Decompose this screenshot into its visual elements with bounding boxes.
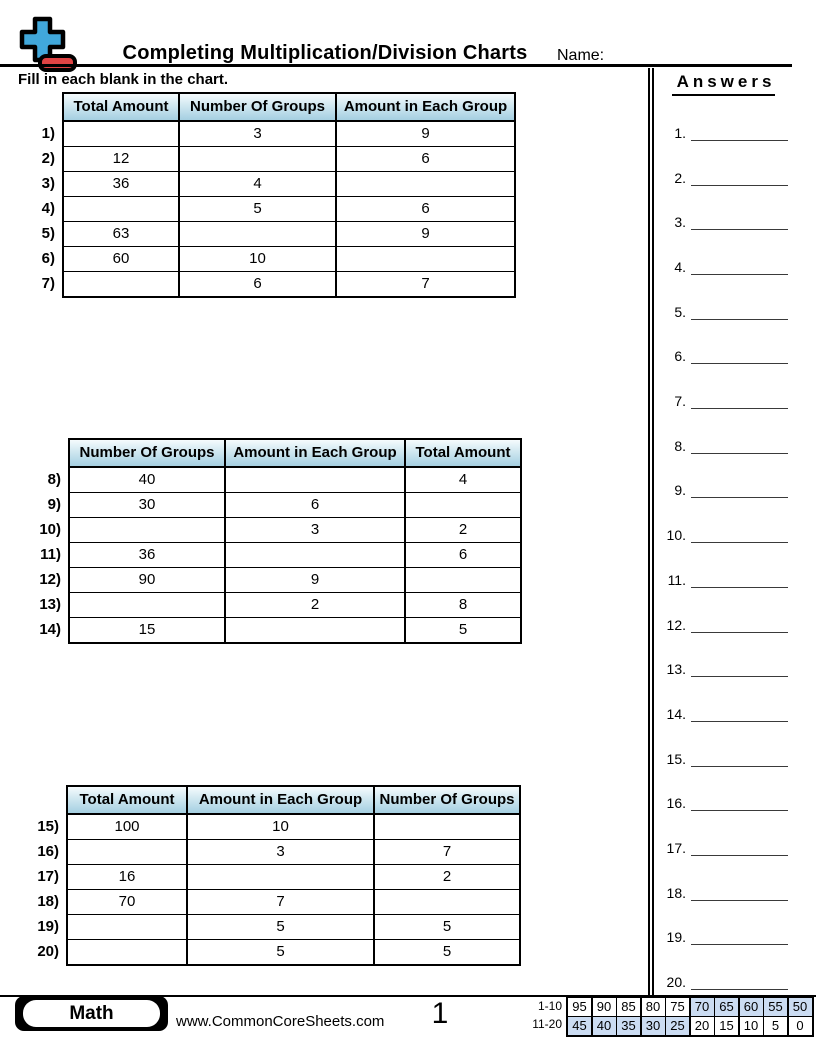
value-cell: 3	[178, 122, 335, 146]
column-header: Number Of Groups	[178, 94, 335, 120]
answers-title: Answers	[672, 72, 776, 96]
table-row	[39, 567, 520, 592]
blank-cell	[64, 122, 178, 146]
value-cell: 5	[186, 940, 373, 964]
value-cell: 15	[138, 621, 156, 638]
answer-item	[660, 884, 788, 901]
score-cell: 5	[764, 1017, 787, 1035]
table-row	[37, 914, 519, 939]
answer-item	[660, 169, 788, 186]
table-row	[37, 939, 519, 964]
answer-number: 19.	[666, 929, 686, 946]
answer-blank-line	[691, 302, 788, 320]
value-cell: 2	[373, 865, 519, 889]
score-cell: 80	[642, 998, 665, 1016]
value-cell: 5	[178, 197, 335, 221]
score-cell: 40	[593, 1017, 616, 1035]
problem-number: 17)	[37, 868, 59, 885]
subject-label: Math	[23, 1000, 160, 1027]
problem-number: 9)	[47, 496, 61, 513]
answer-blank-line	[691, 927, 788, 945]
value-cell: 100	[114, 818, 140, 835]
problems-table-3	[37, 785, 521, 969]
problem-number: 3)	[41, 175, 55, 192]
value-cell: 9	[224, 568, 404, 592]
table-header-row	[70, 440, 520, 468]
answer-item	[660, 571, 788, 588]
value-cell: 8	[404, 593, 520, 617]
answer-blank-line	[691, 257, 788, 275]
answer-item	[660, 481, 788, 498]
header-divider	[0, 64, 792, 67]
score-cell: 55	[764, 998, 787, 1016]
answer-blank-line	[691, 570, 788, 588]
problem-number: 16)	[37, 843, 59, 860]
score-range-label-2: 11-20	[532, 1017, 562, 1031]
score-cell: 90	[593, 998, 616, 1016]
table-row	[37, 889, 519, 914]
value-cell: 70	[118, 893, 136, 910]
table-header-row	[64, 94, 514, 122]
score-cell: 15	[715, 1017, 738, 1035]
answer-number: 7.	[674, 393, 686, 410]
answer-item	[660, 213, 788, 230]
answer-number: 17.	[666, 839, 686, 856]
answer-item	[660, 437, 788, 454]
table-row	[37, 864, 519, 889]
answer-number: 1.	[674, 125, 686, 141]
table-row	[39, 592, 520, 617]
blank-cell	[373, 890, 519, 914]
value-cell: 2	[224, 593, 404, 617]
table-row	[47, 492, 520, 517]
table-row	[41, 146, 514, 171]
value-cell: 16	[118, 868, 136, 885]
problem-number: 7)	[41, 275, 55, 292]
value-cell: 7	[335, 272, 514, 296]
blank-cell	[404, 493, 520, 517]
answer-blank-line	[691, 391, 788, 409]
value-cell: 6	[178, 272, 335, 296]
value-cell: 7	[373, 840, 519, 864]
subject-badge	[15, 996, 168, 1031]
value-cell: 9	[335, 122, 514, 146]
column-header: Number Of Groups	[373, 787, 519, 813]
answer-number: 14.	[666, 705, 686, 722]
answer-item	[660, 616, 788, 633]
table-row	[41, 196, 514, 221]
score-cell: 35	[617, 1017, 640, 1035]
answer-number: 5.	[674, 303, 686, 320]
answer-number: 13.	[666, 661, 686, 678]
value-cell: 5	[373, 915, 519, 939]
table-row	[41, 122, 514, 146]
answer-blank-line	[691, 212, 788, 230]
problem-number: 13)	[39, 596, 61, 613]
answer-item	[660, 258, 788, 275]
value-cell: 6	[335, 197, 514, 221]
value-cell: 5	[404, 618, 520, 642]
blank-cell	[64, 272, 178, 296]
table-header-row	[68, 787, 519, 815]
value-cell: 2	[404, 518, 520, 542]
blank-cell	[64, 197, 178, 221]
problem-number: 20)	[37, 943, 59, 960]
value-cell: 90	[138, 571, 156, 588]
score-cell: 65	[715, 998, 738, 1016]
column-header: Total Amount	[404, 440, 520, 466]
score-cell: 60	[740, 998, 763, 1016]
answer-item	[660, 928, 788, 945]
table-border	[37, 785, 521, 966]
answer-blank-line	[691, 883, 788, 901]
value-cell: 10	[186, 815, 373, 839]
problem-number: 11)	[40, 546, 61, 563]
value-cell: 6	[404, 543, 520, 567]
value-cell: 6	[224, 493, 404, 517]
blank-cell	[68, 915, 186, 939]
page-number: 1	[431, 997, 449, 1030]
answer-blank-line	[691, 436, 788, 454]
table-row	[41, 246, 514, 271]
problem-number: 8)	[47, 471, 61, 488]
blank-cell	[70, 593, 224, 617]
table-row	[41, 171, 514, 196]
score-grid	[566, 996, 814, 1037]
problems-table-1	[41, 92, 516, 301]
table-row	[39, 617, 520, 642]
column-header: Amount in Each Group	[186, 787, 373, 813]
blank-cell	[404, 568, 520, 592]
table-row	[40, 542, 520, 567]
value-cell: 60	[112, 250, 130, 267]
value-cell: 7	[186, 890, 373, 914]
answer-item	[660, 973, 788, 990]
answer-number: 2.	[674, 169, 686, 186]
score-range-label-1: 1-10	[537, 999, 562, 1013]
answer-item	[660, 303, 788, 320]
value-cell: 3	[186, 840, 373, 864]
score-cell: 30	[642, 1017, 665, 1035]
answer-item	[660, 347, 788, 364]
problem-number: 5)	[41, 225, 55, 242]
answer-blank-line	[691, 123, 788, 141]
table-row	[37, 815, 519, 839]
column-header: Total Amount	[68, 787, 186, 813]
blank-cell	[224, 543, 404, 567]
answer-blank-line	[691, 659, 788, 677]
answer-number: 10.	[666, 527, 686, 544]
problem-number: 1)	[41, 125, 55, 142]
answer-blank-line	[691, 346, 788, 364]
table-row	[41, 221, 514, 246]
score-cell: 20	[691, 1017, 714, 1035]
answer-item	[660, 839, 788, 856]
problems-table-2	[39, 438, 522, 644]
problem-number: 19)	[37, 918, 59, 935]
answer-number: 9.	[674, 482, 686, 499]
answer-blank-line	[691, 168, 788, 186]
score-cell: 0	[789, 1017, 812, 1035]
answer-blank-line	[691, 793, 788, 811]
answer-blank-line	[691, 480, 788, 498]
table-row	[41, 271, 514, 296]
problem-number: 14)	[39, 621, 61, 638]
answer-number: 6.	[674, 348, 686, 365]
table-row	[39, 517, 520, 542]
value-cell: 63	[112, 225, 130, 242]
instruction-text: Fill in each blank in the chart.	[18, 71, 229, 88]
value-cell: 6	[335, 147, 514, 171]
answer-item	[660, 392, 788, 409]
answer-number: 20.	[666, 973, 686, 990]
score-cell: 50	[789, 998, 812, 1016]
score-cell: 85	[617, 998, 640, 1016]
score-cell: 95	[568, 998, 591, 1016]
answer-blank-line	[691, 838, 788, 856]
problem-number: 6)	[41, 250, 55, 267]
answer-item	[660, 750, 788, 767]
value-cell: 10	[178, 247, 335, 271]
answer-number: 4.	[674, 259, 686, 275]
answer-number: 3.	[674, 214, 686, 231]
answer-number: 11.	[667, 571, 686, 588]
blank-cell	[186, 865, 373, 889]
blank-cell	[68, 840, 186, 864]
blank-cell	[335, 247, 514, 271]
answer-item	[660, 526, 788, 543]
answer-number: 18.	[666, 884, 686, 901]
column-header: Amount in Each Group	[224, 440, 404, 466]
blank-cell	[373, 815, 519, 839]
blank-cell	[224, 618, 404, 642]
value-cell: 4	[178, 172, 335, 196]
blank-cell	[178, 222, 335, 246]
answer-blank-line	[691, 615, 788, 633]
answer-item	[660, 660, 788, 677]
answer-number: 16.	[666, 795, 686, 812]
blank-cell	[224, 468, 404, 492]
score-cell: 10	[740, 1017, 763, 1035]
answer-number: 12.	[666, 616, 686, 633]
worksheet-title: Completing Multiplication/Division Charts	[122, 42, 528, 64]
name-label: Name:	[557, 47, 605, 64]
score-cell: 70	[691, 998, 714, 1016]
value-cell: 36	[138, 546, 156, 563]
problem-number: 12)	[39, 571, 61, 588]
value-cell: 9	[335, 222, 514, 246]
table-row	[47, 468, 520, 492]
column-header: Amount in Each Group	[335, 94, 514, 120]
blank-cell	[335, 172, 514, 196]
blank-cell	[68, 940, 186, 964]
problem-number: 15)	[37, 818, 59, 835]
table-border	[39, 438, 522, 644]
answer-item	[660, 124, 788, 141]
column-header: Number Of Groups	[70, 440, 224, 466]
blank-cell	[178, 147, 335, 171]
table-row	[37, 839, 519, 864]
problem-number: 18)	[37, 893, 59, 910]
problem-number: 2)	[41, 150, 55, 167]
value-cell: 5	[186, 915, 373, 939]
table-border	[41, 92, 516, 298]
answer-item	[660, 794, 788, 811]
answer-blank-line	[691, 525, 788, 543]
score-cell: 75	[666, 998, 689, 1016]
value-cell: 40	[138, 471, 156, 488]
score-cell: 25	[666, 1017, 689, 1035]
value-cell: 30	[138, 496, 156, 513]
value-cell: 3	[224, 518, 404, 542]
value-cell: 4	[404, 468, 520, 492]
value-cell: 12	[112, 150, 130, 167]
blank-cell	[70, 518, 224, 542]
answer-blank-line	[691, 704, 788, 722]
answer-number: 8.	[674, 437, 686, 454]
value-cell: 5	[373, 940, 519, 964]
answer-item	[660, 705, 788, 722]
answers-panel	[648, 68, 793, 995]
answers-title-wrap	[654, 72, 793, 96]
answer-blank-line	[691, 972, 788, 990]
answer-number: 15.	[666, 750, 686, 767]
problem-number: 4)	[41, 200, 55, 217]
value-cell: 36	[112, 175, 130, 192]
website-url: www.CommonCoreSheets.com	[176, 1013, 385, 1030]
answer-blank-line	[691, 749, 788, 767]
column-header: Total Amount	[64, 94, 178, 120]
score-cell: 45	[568, 1017, 591, 1035]
problem-number: 10)	[39, 521, 61, 538]
